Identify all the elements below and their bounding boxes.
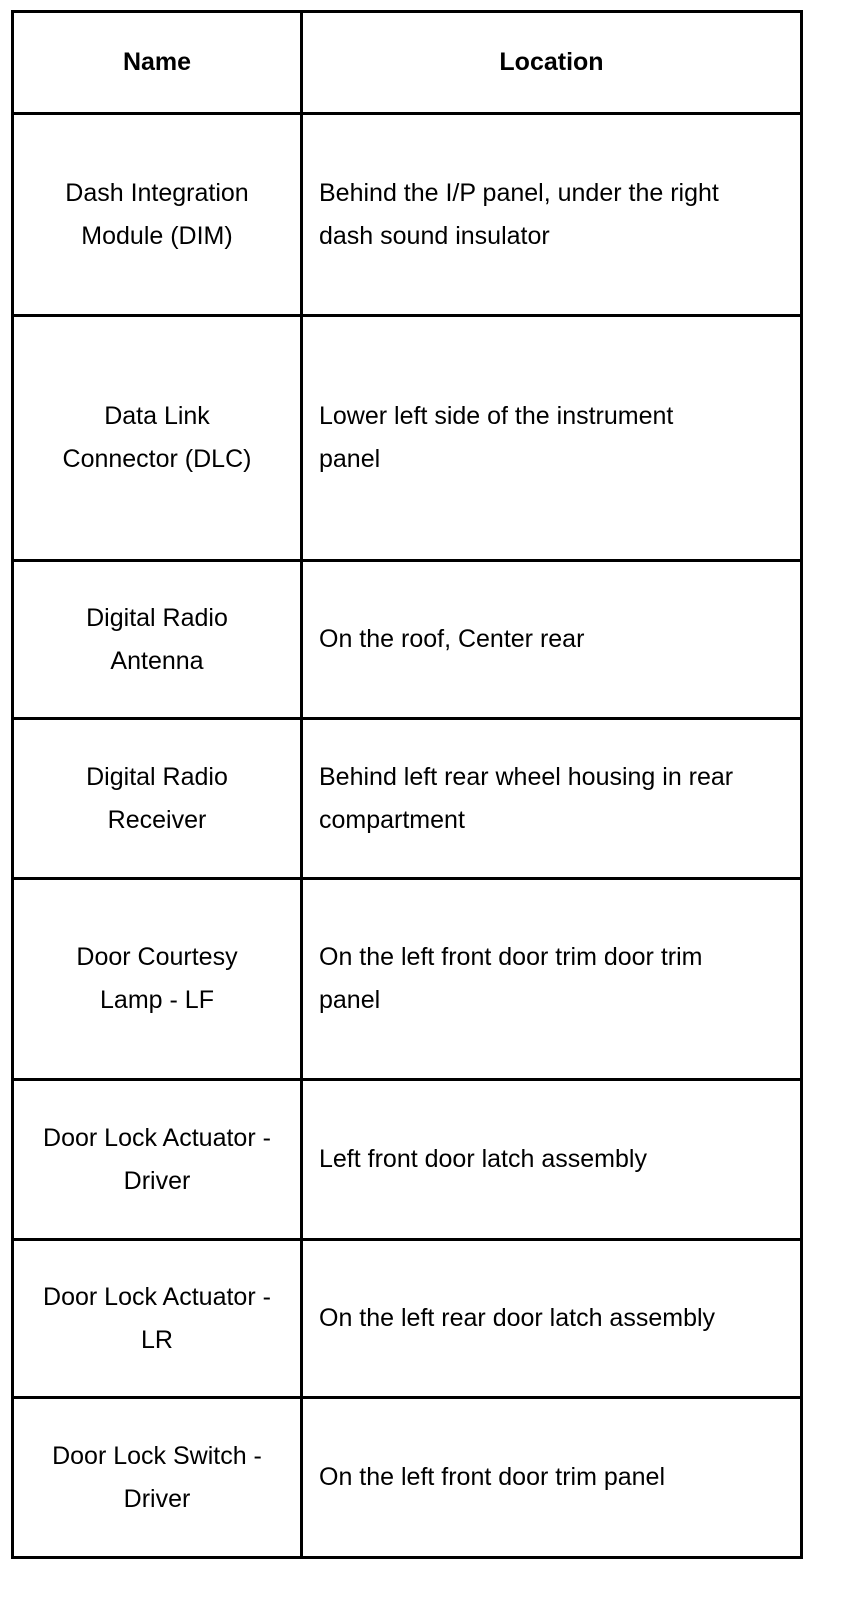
component-location: Lower left side of the instrument panel	[319, 402, 674, 473]
header-name-label: Name	[122, 48, 192, 76]
component-name: Digital Radio Antenna	[86, 603, 228, 675]
component-location: On the left front door trim panel	[319, 1463, 666, 1491]
table-row-name-cell	[14, 317, 303, 562]
component-location: On the roof, Center rear	[319, 625, 585, 653]
component-location: On the left rear door latch assembly	[319, 1304, 716, 1332]
table-row-name-cell	[14, 1081, 303, 1241]
table-row-location-cell	[303, 1081, 803, 1241]
table-row-location-cell	[303, 317, 803, 562]
table-row-name-cell	[14, 1399, 303, 1559]
table-row-location-cell	[303, 562, 803, 720]
component-name: Digital Radio Receiver	[86, 762, 228, 834]
component-name: Data Link Connector (DLC)	[62, 402, 252, 473]
component-name: Door Courtesy Lamp - LF	[76, 943, 238, 1014]
component-location: Behind left rear wheel housing in rear compartment	[319, 762, 734, 834]
table-row-location-cell	[303, 1399, 803, 1559]
component-name: Door Lock Switch - Driver	[52, 1441, 262, 1513]
component-location: Behind the I/P panel, under the right dash sound insulator	[319, 178, 719, 250]
component-name: Door Lock Actuator - Driver	[43, 1123, 271, 1195]
component-location-table	[11, 10, 803, 1559]
table-row-location-cell	[303, 880, 803, 1081]
table-row-location-cell	[303, 115, 803, 317]
table-row-location-cell	[303, 1241, 803, 1399]
table-row-name-cell	[14, 1241, 303, 1399]
header-location-label: Location	[499, 48, 604, 76]
table-row-name-cell	[14, 880, 303, 1081]
table-row-name-cell	[14, 115, 303, 317]
table-row-name-cell	[14, 562, 303, 720]
header-name	[14, 13, 303, 115]
component-name: Dash Integration Module (DIM)	[65, 178, 249, 250]
header-location	[303, 13, 803, 115]
table-row-location-cell	[303, 720, 803, 880]
table-row-name-cell	[14, 720, 303, 880]
component-name: Door Lock Actuator -LR	[43, 1282, 271, 1354]
component-location: On the left front door trim door trim panel	[319, 943, 703, 1014]
component-location: Left front door latch assembly	[319, 1145, 647, 1173]
